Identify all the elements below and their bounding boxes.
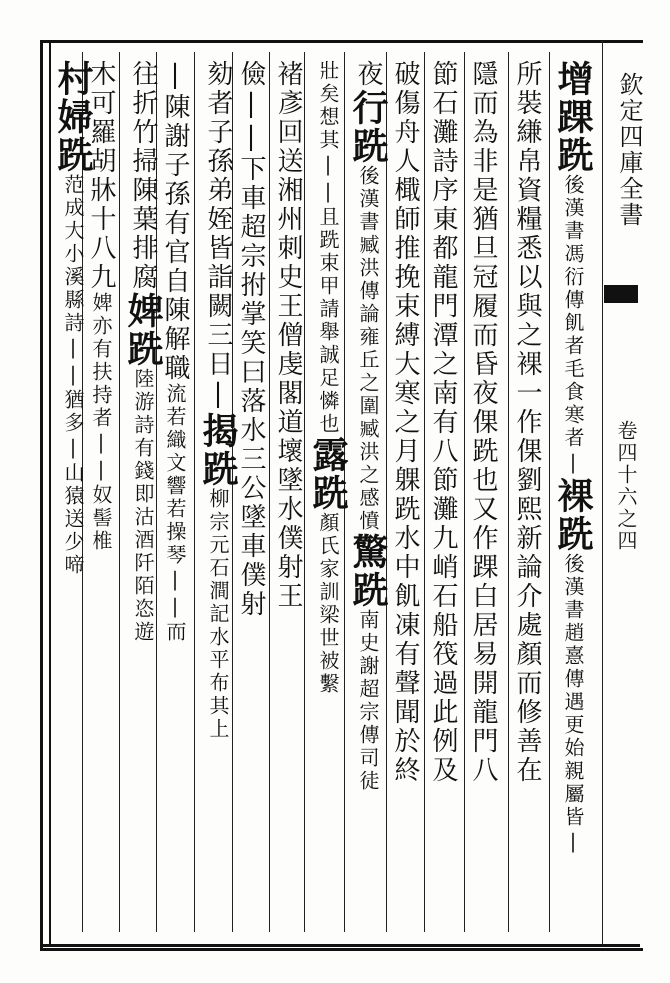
margin-volume-label: 卷四十六之四 — [614, 420, 638, 552]
column-divider — [119, 52, 120, 932]
body-text: 褚彥回送湘州刺史王僧虔閣道壞墜水僕射王 — [273, 60, 303, 611]
body-text: |陳謝子孫有官自陳解職 — [160, 60, 190, 383]
text-column — [238, 60, 264, 619]
text-column — [275, 60, 301, 611]
text-column — [307, 60, 349, 696]
body-text: 木可羅胡牀十八九 — [86, 60, 116, 292]
entry-heading: 露跣 — [307, 436, 349, 512]
column-divider — [508, 52, 509, 932]
commentary-text: 顏氏家訓梁世被繫 — [316, 512, 340, 696]
column-divider — [386, 52, 387, 932]
text-column — [392, 60, 418, 785]
text-column — [470, 60, 496, 785]
column-divider — [194, 52, 195, 932]
body-text: 往折竹掃陳葉排腐 — [128, 60, 158, 292]
text-column — [347, 60, 389, 793]
entry-heading: 驚跣 — [347, 533, 389, 609]
body-text: 夜 — [353, 60, 383, 89]
text-column — [514, 60, 540, 785]
column-divider — [549, 52, 550, 932]
text-column — [162, 60, 188, 644]
column-divider — [304, 52, 305, 932]
entry-heading: 增 — [552, 60, 594, 98]
commentary-text: 後漢書趙憙傳遇更始親屬皆| — [561, 553, 585, 856]
entry-heading: 村婦跣 — [52, 60, 94, 174]
text-column — [430, 60, 456, 785]
body-text: 節石灘詩序東都龍門潭之南有八節灘九峭石船筏過此例及 — [428, 60, 458, 785]
body-text: 劾者子孫弟姪皆詣闕三日| — [203, 60, 233, 412]
text-column — [552, 60, 594, 856]
commentary-text: 壯矣想其||且跣束甲請舉誠足憐也 — [316, 60, 340, 436]
commentary-text: 婢亦有扶持者||奴髻椎 — [89, 292, 113, 553]
entry-heading: 婢跣 — [122, 292, 164, 368]
commentary-text: 後漢書臧洪傳論雍丘之圍臧洪之感憤 — [356, 165, 380, 533]
body-text: 所裝縑帛資糧悉以與之裸一作倮劉熙新論介處顏而修善在 — [512, 60, 542, 785]
commentary-text: 流若織文響若操琴||而 — [163, 383, 187, 644]
text-column — [122, 60, 164, 644]
commentary-text: 范成大小溪縣詩||猶多|山猿送少啼 — [61, 174, 85, 577]
text-column — [52, 60, 94, 577]
entry-heading: 行跣 — [347, 89, 389, 165]
left-border-rule — [49, 40, 51, 946]
body-text: 破傷舟人檝師推挽束縛大寒之月躶跣水中飢凍有聲聞於終 — [390, 60, 420, 785]
entry-heading: 揭跣 — [197, 412, 239, 488]
text-column — [197, 60, 239, 741]
entry-heading: 裸跣 — [552, 477, 594, 553]
margin-book-title: 欽定四庫全書 — [615, 72, 643, 228]
entry-heading: 踝跣 — [552, 98, 594, 174]
column-divider — [424, 52, 425, 932]
column-divider — [464, 52, 465, 932]
body-text: 儉||下車超宗拊掌笑曰落水三公墜車僕射 — [236, 60, 266, 619]
commentary-text: 陸游詩有錢即沽酒阡陌恣遊 — [131, 368, 155, 644]
fish-tail-mark — [604, 285, 638, 303]
commentary-text: 柳宗元石澗記水平布其上 — [206, 488, 230, 741]
commentary-text: 南史謝超宗傳司徒 — [356, 609, 380, 793]
body-text: 隱而為非是猶旦冠履而昏夜倮跣也又作踝白居易開龍門八 — [468, 60, 498, 785]
column-divider — [269, 52, 270, 932]
commentary-text: 後漢書馮衍傳飢者毛食寒者| — [561, 174, 585, 477]
bottom-border-rule — [40, 944, 640, 947]
